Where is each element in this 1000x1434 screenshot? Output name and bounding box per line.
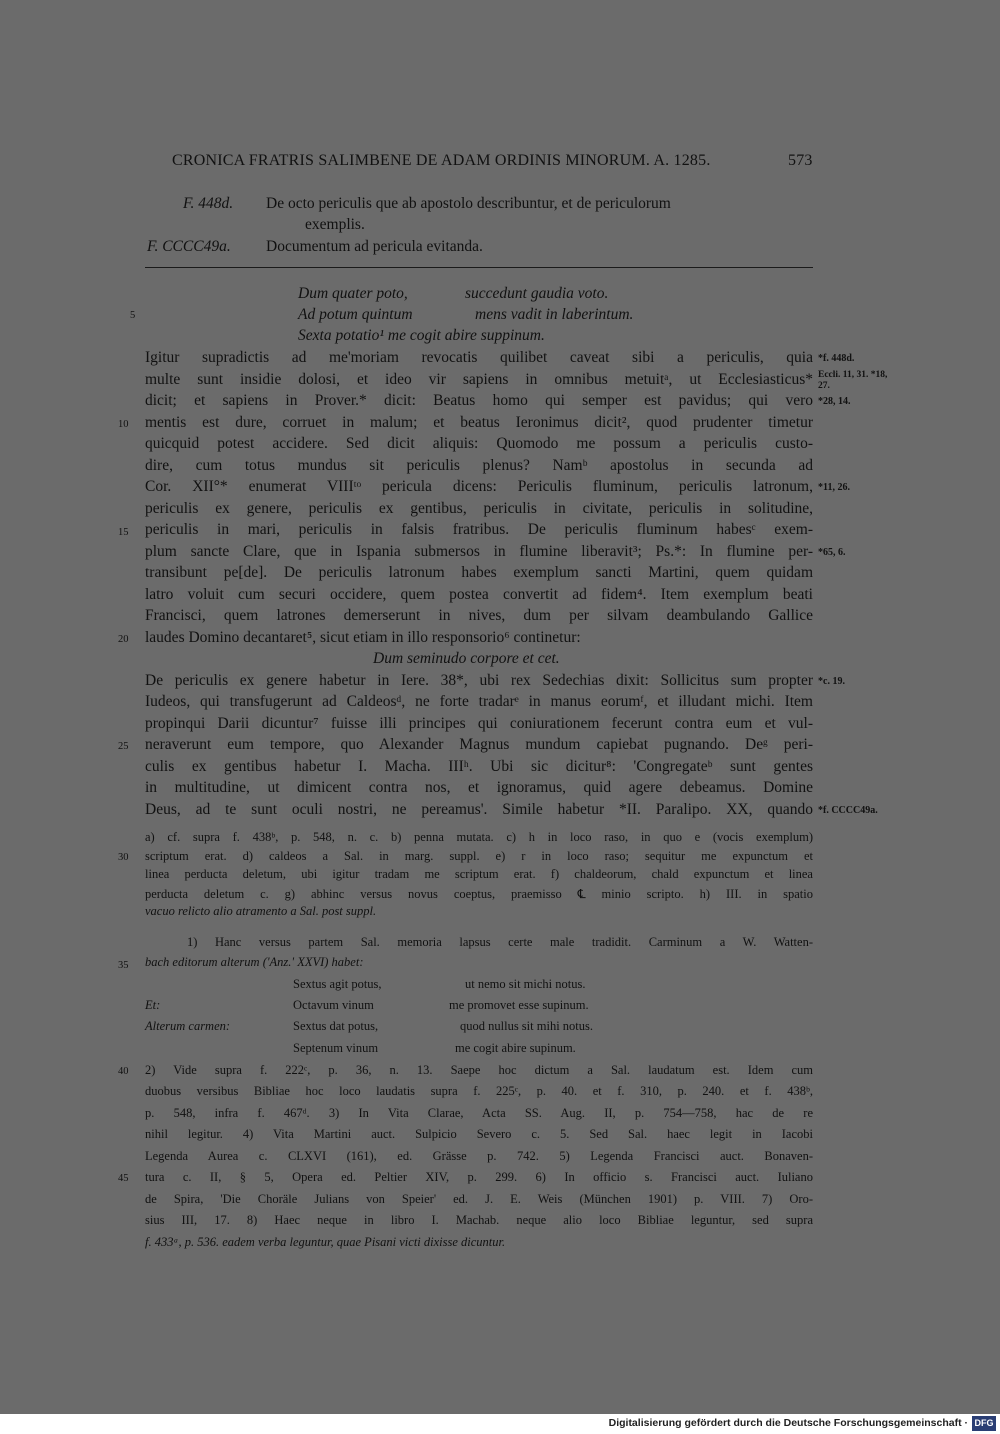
poem-label: Et: [145,998,161,1012]
note-line: p. 548, infra f. 467ᵈ. 3) In Vita Clarae, Acta SS. Aug. II, p. 754—758, hac de re [145,1106,813,1120]
body-line: plum sancte Clare, que in Ispania submersos in flumine liberavit³; Ps.*: In flumine per- [145,543,813,560]
section-rule [145,267,813,268]
poem-b: me promovet esse supinum. [449,998,589,1012]
poem-a: Sextus agit potus, [293,977,382,991]
verse-line-2b: mens vadit in laberintum. [475,306,634,323]
note-line: Legenda Aurea c. CLXVI (161), ed. Grässe p. 742. 5) Legenda Francisci auct. Bonaven- [145,1149,813,1163]
line-number: 10 [118,419,129,430]
verse-line-3a: Sexta potatio¹ me cogit abire suppinum. [298,327,545,344]
note-line: duobus versibus Bibliae hoc loco laudatis supra f. 225ᶜ, p. 40. et f. 310, p. 240. et f. 438ᵇ, [145,1084,813,1098]
body-line: Cor. XII°* enumerat VIIIᵗᵒ pericula dicens: Periculis fluminum, periculis latronum, [145,478,813,495]
body-line: laudes Domino decantaret⁵, sicut etiam in illo responsorio⁶ continetur: [145,629,581,646]
body-line: Francisci, quem latrones demerserunt in nives, dum per silvam deambulando Gallice [145,607,813,624]
body-line: dicit; et sapiens in Prover.* dicit: Beatus homo qui semper est pavidus; qui vero [145,392,813,409]
poem-b: ut nemo sit michi notus. [465,977,586,991]
apparatus-line: perducta deletum c. g) abhinc versus novus coeptus, praemisso ℄ minio scripto. h) III. in spatio [145,887,813,901]
heading-ref-2: F. CCCC49a. [147,238,231,255]
body-line: mentis est dure, corruet in malum; et beatus Ieronimus dicit², quod prudenter timetur [145,414,813,431]
marginal-note: *28, 14. [818,396,851,407]
poem-label: Alterum carmen: [145,1019,231,1033]
body-line: quicquid potest accidere. Sed dicit aliquis: Quomodo me possum a periculis custo- [145,435,813,452]
marginal-note: *11, 26. [818,482,850,493]
marginal-note: *c. 19. [818,676,845,687]
note-line: tura c. II, § 5, Opera ed. Peltier XIV, p. 299. 6) In officio s. Francisci auct. Iuliano [145,1170,813,1184]
line-number: 45 [118,1173,129,1184]
body-line: Igitur supradictis ad me'moriam revocatis quilibet caveat sibi a periculis, quia [145,349,813,366]
dfg-logo: DFG [972,1416,996,1431]
note-line: 2) Vide supra f. 222ᶜ, p. 36, n. 13. Saepe hoc dictum a Sal. laudatum est. Idem cum [145,1063,813,1077]
body-line: in multitudine, ut dimicent contra nos, et ignoramus, quid agere debeamus. Domine [145,779,813,796]
body-line: multe sunt insidie dolosi, et ideo vir sapiens in omnibus metuitᵃ, ut Ecclesiasticus* [145,371,813,388]
line-number: 40 [118,1066,129,1077]
page-number: 573 [788,152,813,169]
apparatus-line: linea perducta deletum, ubi igitur tradam me scriptum erat. f) chaldeorum, chald expunctum et linea [145,867,813,881]
apparatus-line: vacuo relicto alio atramento a Sal. post suppl. [145,904,377,918]
note-line: sius III, 17. 8) Haec neque in libro I. Machab. neque alio loco Bibliae leguntur, sed supra [145,1213,813,1227]
line-number: 35 [118,960,129,971]
body-line: Dum seminudo corpore et cet. [373,650,560,667]
body-line: latro voluit cum securi occidere, quem postea convertit ad fidem⁴. Item exemplum beati [145,586,813,603]
poem-a: Octavum vinum [293,998,374,1012]
note-line: f. 433ᵃ, p. 536. eadem verba leguntur, quae Pisani victi dixisse dicuntur. [145,1235,506,1249]
marginal-note: *f. 448d. [818,353,855,364]
line-number: 15 [118,527,129,538]
body-line: propinqui Darii dicuntur⁷ fuisse illi principes qui coniurationem fecerunt contra eum et vul- [145,715,813,732]
funding-credit: Digitalisierung gefördert durch die Deutsche Forschungsgemeinschaft · [608,1417,968,1429]
body-line: Deus, ad te sunt oculi nostri, ne pereamus'. Simile habetur *II. Paralipo. XX, quando [145,801,813,818]
body-line: periculis ex genere, periculis ex gentibus, periculis in civitate, periculis in solitudine, [145,500,813,517]
running-title: CRONICA FRATRIS SALIMBENE DE ADAM ORDINIS MINORUM. A. 1285. [172,152,711,169]
note-line: bach editorum alterum ('Anz.' XXVI) habet: [145,955,364,969]
note-line: nihil legitur. 4) Vita Martini auct. Sulpicio Severo c. 5. Sed Sal. haec legit in Iacobi [145,1127,813,1141]
body-line: neraverunt eum tempore, quo Alexander Magnus mundum capiebat pugnando. Deᵍ peri- [145,736,813,753]
verse-line-2a: Ad potum quintum [298,306,413,323]
body-line: transibunt pe[de]. De periculis latronum habes exemplum sancti Martini, quem quidam [145,564,813,581]
poem-b: me cogit abire supinum. [455,1041,576,1055]
line-number: 20 [118,634,129,645]
apparatus-line: scriptum erat. d) caldeos a Sal. in marg. suppl. e) r in loco raso; sequitur me expunctum et [145,849,813,863]
marginal-note: *65, 6. [818,547,846,558]
body-line: De periculis ex genere habetur in Iere. 38*, ubi rex Sedechias dixit: Sollicitus sum propter [145,672,813,689]
marginal-note: Eccli. 11, 31. *18, 27. [818,370,888,391]
apparatus-line: a) cf. supra f. 438ᵇ, p. 548, n. c. b) penna mutata. c) h in loco raso, in quo e (vocis exemplum) [145,830,813,844]
body-line: dire, cum totus mundus sit periculis plenus? Namᵇ apostolus in secunda ad [145,457,813,474]
note-line: 1) Hanc versus partem Sal. memoria lapsus certe male tradidit. Carminum a W. Watten- [187,935,813,949]
body-line: periculis in mari, periculis in falsis fratribus. De periculis fluminum habesᶜ exem- [145,521,813,538]
footer-bar [0,1414,1000,1434]
poem-b: quod nullus sit mihi notus. [460,1019,594,1033]
heading-text-1-cont: exemplis. [305,216,365,233]
poem-a: Septenum vinum [293,1041,379,1055]
verse-line-1b: succedunt gaudia voto. [465,285,609,302]
verse-line-1a: Dum quater poto, [298,285,408,302]
line-number: 5 [130,310,136,321]
note-line: de Spira, 'Die Choräle Julians von Speier' ed. J. E. Weis (München 1901) p. VIII. 7) Oro- [145,1192,813,1206]
heading-ref-1: F. 448d. [183,195,234,212]
body-line: culis ex gentibus habetur I. Macha. IIIʰ. Ubi sic dicitur⁸: 'Congregateᵇ sunt gentes [145,758,813,775]
poem-a: Sextus dat potus, [293,1019,379,1033]
heading-text-2: Documentum ad pericula evitanda. [266,238,483,255]
heading-text-1: De octo periculis que ab apostolo describuntur, et de periculorum [266,195,671,212]
marginal-note: *f. CCCC49a. [818,805,878,816]
line-number: 30 [118,852,129,863]
line-number: 25 [118,741,129,752]
body-line: Iudeos, qui transfugerunt ad Caldeosᵈ, ne forte tradarᵉ in manus eorumᶠ, et illudant michi. Item [145,693,813,710]
